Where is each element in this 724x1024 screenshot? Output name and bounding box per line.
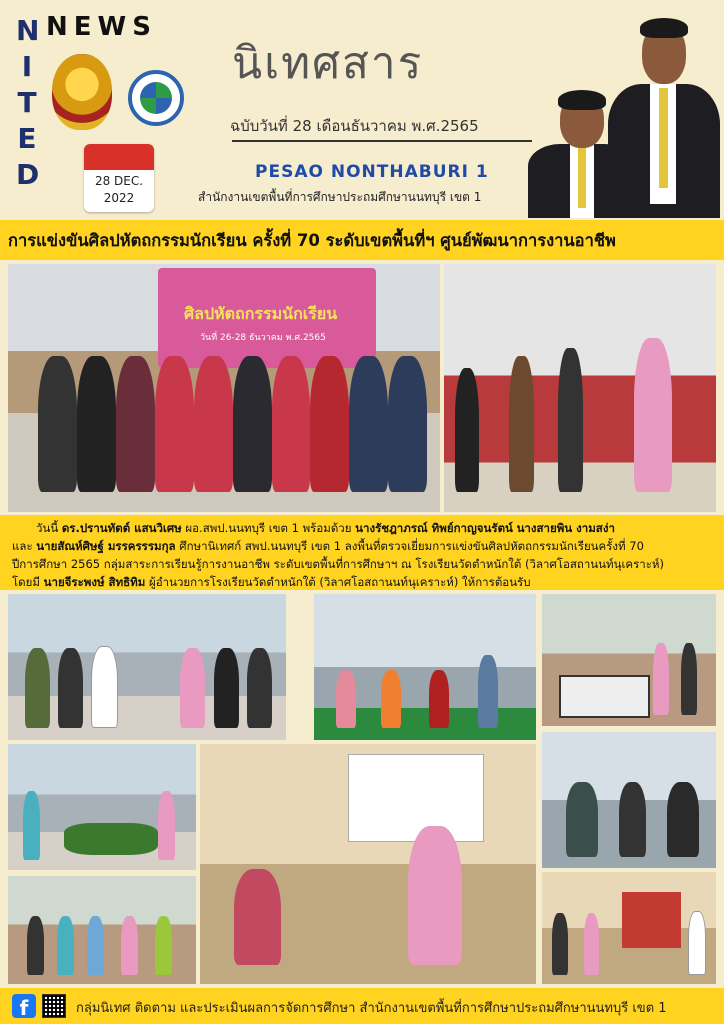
nited-letter: T bbox=[17, 86, 37, 119]
calendar-header bbox=[84, 144, 154, 170]
photo-banner-title: ศิลปหัตถกรรมนักเรียน bbox=[184, 304, 338, 323]
newsletter-title: นิเทศสาร bbox=[232, 38, 424, 89]
photo-display-board bbox=[540, 870, 718, 986]
portrait-director bbox=[604, 16, 720, 218]
photo-group bbox=[6, 262, 442, 514]
divider bbox=[232, 140, 532, 142]
caption-line-2: และ นายสัณห์ศิษฐ์ มรรครรรมกุล ศึกษานิเทศก์ สพป.นนทบุรี เขต 1 ลงพื้นที่ตรวจเยี่ยมการแข่งขันศิลปหัตถกรรมนักเรียนครั้งที่ 70 bbox=[12, 539, 644, 553]
office-short-name: PESAO NONTHABURI 1 bbox=[255, 162, 489, 182]
nited-vertical bbox=[16, 14, 38, 191]
calendar-year: 2022 bbox=[103, 191, 135, 205]
footer-text: กลุ่มนิเทศ ติดตาม และประเมินผลการจัดการศึกษา สำนักงานเขตพื้นที่การศึกษาประถมศึกษานนทบุรี เขต 1 bbox=[76, 1001, 667, 1016]
caption-line-3: ปีการศึกษา 2565 กลุ่มสาระการเรียนรู้การงานอาชีพ ระดับเขตพื้นที่การศึกษาฯ ณ โรงเรียนวัดตำหนักใต้ (วิลาศโอสถานนท์นุเคราะห์) bbox=[12, 557, 664, 571]
news-label: NEWS bbox=[46, 12, 157, 42]
facebook-icon[interactable]: f bbox=[12, 994, 36, 1018]
qr-code-icon[interactable] bbox=[42, 994, 66, 1018]
photo-visitors bbox=[6, 592, 288, 742]
headline: การแข่งขันศิลปหัตถกรรมนักเรียน ครั้งที่ 70 ระดับเขตพื้นที่ฯ ศูนย์พัฒนาการงานอาชีพ bbox=[8, 231, 616, 250]
pesao-logo bbox=[128, 70, 184, 126]
office-full-name: สำนักงานเขตพื้นที่การศึกษาประถมศึกษานนทบุรี เขต 1 bbox=[198, 190, 482, 204]
photo-banner-date: วันที่ 26-28 ธันวาคม พ.ศ.2565 bbox=[200, 333, 326, 343]
caption-line-4: โดยมี นายจีระพงษ์ สิทธิทิม ผู้อำนวยการโรงเรียนวัดตำหนักใต้ (วิลาศโอสถานนท์นุเคราะห์) ให้การต้อนรับ bbox=[12, 575, 531, 589]
photo-staff bbox=[540, 730, 718, 870]
photo-student-demo bbox=[198, 742, 538, 986]
photo-group-small bbox=[6, 874, 198, 986]
photo-hall bbox=[540, 592, 718, 728]
nited-letter: E bbox=[17, 122, 37, 155]
photo-committee bbox=[312, 592, 538, 742]
calendar-date: 28 DEC. bbox=[94, 174, 144, 188]
issue-date: ฉบับวันที่ 28 เดือนธันวาคม พ.ศ.2565 bbox=[230, 117, 479, 135]
obec-emblem-logo bbox=[52, 54, 112, 130]
photo-plants bbox=[6, 742, 198, 872]
nited-letter: D bbox=[16, 158, 40, 191]
calendar-icon bbox=[84, 144, 154, 212]
caption-line-1: วันนี้ ดร.ปรานทัตต์ แสนวิเศษ ผอ.สพป.นนทบุรี เขต 1 พร้อมด้วย นางรัชฎาภรณ์ ทิพย์กาญจนรัตน์ นางสายพิน งามสง่า bbox=[36, 521, 615, 535]
nited-letter: N bbox=[16, 14, 40, 47]
nited-letter: I bbox=[21, 50, 33, 83]
photo-judging bbox=[442, 262, 718, 514]
